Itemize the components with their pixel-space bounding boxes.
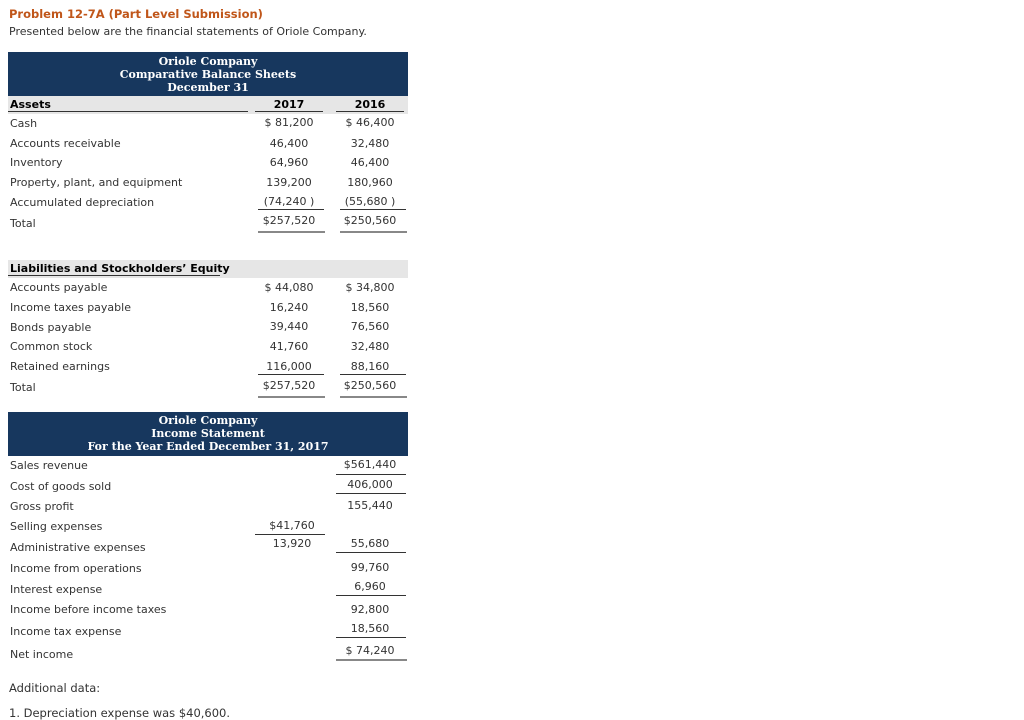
- value-2017: $257,520: [262, 379, 316, 392]
- value-2017: 116,000: [266, 360, 312, 373]
- value-2016: 180,960: [347, 176, 393, 189]
- subtotal-line-2016: [340, 374, 406, 375]
- row-label: Accumulated depreciation: [10, 196, 155, 209]
- income-rule: [336, 637, 406, 638]
- subtotal-line-2017: [258, 209, 324, 210]
- row-label: Common stock: [10, 340, 93, 353]
- row-label: Income from operations: [10, 562, 142, 575]
- row-label: Net income: [10, 648, 74, 661]
- income-rule: [336, 595, 406, 596]
- value-column-b: 92,800: [350, 603, 390, 616]
- value-column-b: $ 74,240: [345, 644, 395, 657]
- income-rule: [255, 534, 325, 535]
- value-2016: 32,480: [350, 137, 390, 150]
- value-column-b: 6,960: [354, 580, 386, 593]
- row-label: Inventory: [10, 156, 63, 169]
- total-double-line-2016: [340, 396, 407, 398]
- balance-sheet-header: [8, 52, 408, 98]
- additional-data-item: 1. Depreciation expense was $40,600.: [9, 706, 231, 720]
- value-2017: 139,200: [266, 176, 312, 189]
- year-2017-underline: [255, 111, 323, 112]
- statement-period: For the Year Ended December 31, 2017: [87, 440, 329, 453]
- statement-date: December 31: [167, 81, 249, 94]
- value-column-b: 406,000: [347, 478, 393, 491]
- row-label: Selling expenses: [10, 520, 103, 533]
- value-2017: (74,240 ): [263, 195, 315, 208]
- liabilities-label: Liabilities and Stockholders’ Equity: [10, 262, 230, 275]
- total-double-line-2016: [340, 231, 407, 233]
- statement-title: Income Statement: [151, 427, 265, 440]
- row-label: Income before income taxes: [10, 603, 167, 616]
- income-rule: [336, 474, 406, 475]
- company-name: Oriole Company: [158, 55, 258, 68]
- row-label: Gross profit: [10, 500, 74, 513]
- total-double-line-2017: [258, 231, 325, 233]
- value-2016: 18,560: [350, 301, 390, 314]
- problem-title: Problem 12-7A (Part Level Submission): [9, 7, 263, 21]
- row-label: Retained earnings: [10, 360, 110, 373]
- row-label: Accounts payable: [10, 281, 108, 294]
- row-label: Income tax expense: [10, 625, 122, 638]
- intro-text: Presented below are the financial statements of Oriole Company.: [9, 25, 367, 38]
- subtotal-line-2017: [258, 374, 324, 375]
- value-column-a: 13,920: [272, 537, 312, 550]
- income-rule: [336, 552, 406, 553]
- value-2016: 32,480: [350, 340, 390, 353]
- total-double-line-2017: [258, 396, 325, 398]
- row-label: Sales revenue: [10, 459, 88, 472]
- value-2016: $250,560: [343, 379, 397, 392]
- value-2017: $ 81,200: [264, 116, 314, 129]
- net-income-double-line: [336, 659, 407, 661]
- row-label: Income taxes payable: [10, 301, 131, 314]
- value-column-b: $561,440: [343, 458, 397, 471]
- value-2017: 41,760: [269, 340, 309, 353]
- income-rule: [336, 493, 406, 494]
- value-2017: 16,240: [269, 301, 309, 314]
- additional-data-heading: Additional data:: [9, 681, 101, 695]
- company-name: Oriole Company: [158, 414, 258, 427]
- income-statement-header: [8, 412, 408, 456]
- assets-label: Assets: [10, 98, 51, 111]
- statement-title: Comparative Balance Sheets: [119, 68, 297, 81]
- row-label: Cash: [10, 117, 38, 130]
- row-label: Bonds payable: [10, 321, 92, 334]
- value-column-b: 55,680: [350, 537, 390, 550]
- liabilities-underline: [8, 275, 220, 276]
- value-column-b: 155,440: [347, 499, 393, 512]
- row-label: Accounts receivable: [10, 137, 121, 150]
- year-2017-header: 2017: [273, 98, 305, 111]
- value-2016: (55,680 ): [344, 195, 396, 208]
- year-2016-header: 2016: [354, 98, 386, 111]
- value-column-b: 18,560: [350, 622, 390, 635]
- value-2016: $ 34,800: [345, 281, 395, 294]
- value-column-a: $41,760: [269, 519, 315, 532]
- row-label: Interest expense: [10, 583, 103, 596]
- value-2016: 76,560: [350, 320, 390, 333]
- value-2017: 39,440: [269, 320, 309, 333]
- year-2016-underline: [336, 111, 404, 112]
- value-2016: 46,400: [350, 156, 390, 169]
- value-2016: $250,560: [343, 214, 397, 227]
- row-label: Administrative expenses: [10, 541, 146, 554]
- row-label: Cost of goods sold: [10, 480, 112, 493]
- value-column-b: 99,760: [350, 561, 390, 574]
- value-2017: $ 44,080: [264, 281, 314, 294]
- row-label: Total: [10, 217, 36, 230]
- value-2017: $257,520: [262, 214, 316, 227]
- value-2017: 46,400: [269, 137, 309, 150]
- value-2016: 88,160: [350, 360, 390, 373]
- row-label: Property, plant, and equipment: [10, 176, 183, 189]
- assets-underline: [8, 111, 248, 112]
- value-2017: 64,960: [269, 156, 309, 169]
- subtotal-line-2016: [340, 209, 406, 210]
- row-label: Total: [10, 381, 36, 394]
- value-2016: $ 46,400: [345, 116, 395, 129]
